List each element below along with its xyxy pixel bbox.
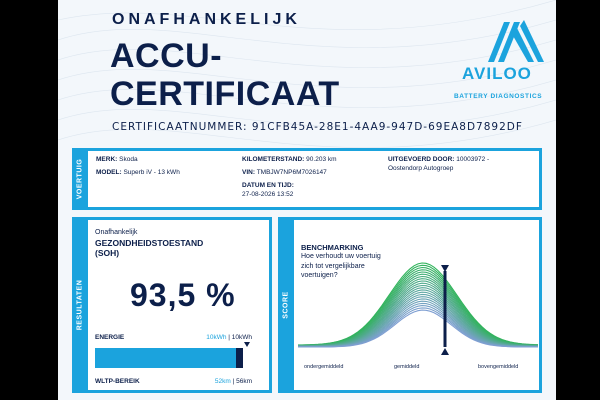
title-line-2: CERTIFICAAT [110, 75, 340, 113]
axis-below-average: ondergemiddeld [304, 364, 344, 370]
vin-row: VIN: TMBJW7NP6M7026147 [242, 169, 327, 176]
bell-curve-layer [298, 288, 538, 346]
score-tab: SCORE [278, 217, 294, 393]
mileage-row: KILOMETERSTAND: 90.203 km [242, 156, 337, 163]
bell-curve-layer [298, 292, 538, 346]
date-value: 27-08-2026 13:52 [242, 191, 294, 198]
bell-curve-layer [298, 274, 538, 345]
benchmark-question: Hoe verhoudt uw voertuig zich tot vergelijkbare voertuigen? [301, 253, 381, 279]
axis-above-average: bovengemiddeld [478, 364, 519, 370]
range-values: 52km | 56km [214, 378, 252, 385]
energy-values: 10kWh | 10kWh [206, 334, 252, 341]
title-line-1: ACCU- [110, 37, 223, 75]
results-title: GEZONDHEIDSTOESTAND (SOH) [95, 238, 204, 258]
soh-bar-end [236, 348, 243, 368]
results-tab: RESULTATEN [72, 217, 88, 393]
bell-curve-layer [298, 290, 538, 346]
bell-curve-layer [298, 270, 538, 345]
header-kicker: ONAFHANKELIJK [112, 11, 301, 28]
logo-wordmark: AVILOO [462, 64, 532, 83]
soh-value: 93,5 % [130, 277, 236, 313]
soh-bar [95, 348, 242, 368]
performed-value-2: Oostendorp Autogroep [388, 165, 454, 172]
certificate-page [58, 0, 556, 400]
results-overline: Onafhankelijk [95, 229, 138, 236]
benchmark-title: BENCHMARKING [301, 243, 364, 252]
certificate-number: CERTIFICAATNUMMER: 91CFB45A-28E1-4AA9-947D-69EA8D7892DF [112, 121, 523, 133]
axis-average: gemiddeld [394, 364, 420, 370]
score-marker-bottom-icon [441, 348, 449, 355]
score-marker-top-icon [441, 265, 449, 272]
make-row: MERK: Skoda [96, 156, 138, 163]
date-label: DATUM EN TIJD: [242, 182, 294, 189]
model-row: MODEL: Superb iV - 13 kWh [96, 169, 180, 176]
bell-curve-lines [298, 263, 538, 347]
benchmark-bell-curve [298, 255, 538, 370]
range-label: WLTP-BEREIK [95, 378, 140, 385]
aviloo-logo-icon [458, 12, 556, 102]
performed-row: UITGEVOERD DOOR: 10003972 - [388, 156, 490, 163]
logo-subtitle: BATTERY DIAGNOSTICS [454, 93, 543, 100]
page-title [110, 37, 340, 113]
energy-marker-icon [244, 342, 250, 347]
vehicle-tab: VOERTUIG [72, 148, 88, 210]
energy-label: ENERGIE [95, 334, 125, 341]
